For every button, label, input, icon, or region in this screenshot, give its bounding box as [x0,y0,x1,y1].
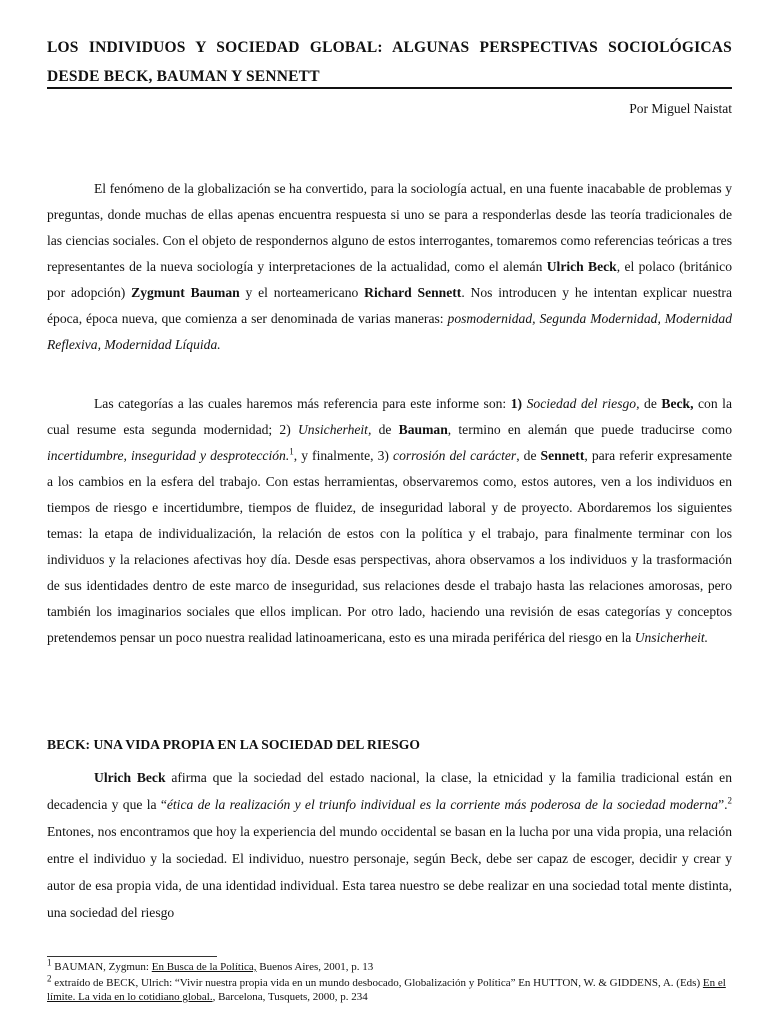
author-name-bauman: Zygmunt Bauman [131,285,240,300]
bold-run: Ulrich Beck [94,770,166,785]
paragraph-intro [47,176,732,358]
italic-terms: posmodernidad, Segunda Modernidad, Modernidad Reflexiva, Modernidad Líquida. [47,311,732,352]
text-run: , el polaco (británico por adopción) [47,259,733,300]
bold-run: Bauman [398,422,448,437]
text-run: con la cual resume esta segunda modernidad; 2) [47,396,732,437]
beck-section [47,764,732,926]
footnote-number: 1 [47,957,52,968]
paragraph-beck [47,764,732,926]
italic-run: Sociedad del riesgo, [522,396,640,411]
footnote-ref-2[interactable]: 2 [727,795,732,806]
footnote-1 [47,957,737,974]
text-run: , de [516,448,541,463]
author-line: Por Miguel Naistat [629,101,732,116]
intro-section [47,176,732,358]
footnote-number: 2 [47,973,52,984]
text-run: El fenómeno de la globalización se ha convertido, para la sociología actual, en una fuente inacabable de problemas y preguntas, donde muchas de ellas apenas encuentra respuesta si uno se para a responderlas desde las teoría tradicionales de las ciencias sociales. Con el objeto de respondernos alguno de estos interrogantes, tomaremos como referencias teóricas a tres representantes de la nueva sociología y interpretaciones de la actualidad, como el alemán [47,181,732,274]
text-run: de [371,422,399,437]
text-run: , para referir expresamente a los cambios en la esfera del trabajo. Con estas herramientas, observaremos como, estos autores, ven a los individuos en tiempos de riesgo e incertidumbre, tiempos de fluidez, de inseguridad laboral y de proyecto. Abordaremos los siguientes temas: la etapa de individualización, la relación de estos con la política y el trabajo, para finalmente terminar con los individuos y la relaciones afectivas hoy día. Desde esas perspectivas, ahora observamos a los individuos y la trasformación de sus identidades dentro de este marco de inseguridad, sus relaciones desde el trabajo hasta las relaciones amorosas, pero también los imaginarios sociales que ellos implican. Por otro lado, haciendo una revisión de esas categorías y conceptos pretendemos pensar un poco nuestra realidad latinoamericana, esto es una mirada periférica del riesgo en la [47,448,733,645]
categories-section [47,391,732,651]
footnote-separator [47,956,217,957]
italic-quote: ética de la realización y el triunfo individual es la corriente más poderosa de la sociedad moderna [166,797,719,812]
underlined-title: En el límite. La vida en lo cotidiano global. [47,977,726,1003]
author-name-beck: Ulrich Beck [546,259,617,274]
text-run: , y finalmente, 3) [293,448,394,463]
document-title: LOS INDIVIDUOS Y SOCIEDAD GLOBAL: ALGUNAS PERSPECTIVAS SOCIOLÓGICAS DESDE BECK, BAUMAN Y SENNETT [47,39,732,85]
text-run: Buenos Aires, 2001, p. 13 [256,961,374,973]
text-run: afirma que la sociedad del estado nacional, la clase, la etnicidad y la familia tradicional están en decadencia y que la “ [47,770,732,812]
text-run: extraído de BECK, Ulrich: “Vivir nuestra propia vida en un mundo desbocado, Globalización y Política” En HUTTON, W. & GIDDENS, A. (Eds) [51,977,703,989]
text-run: , Barcelona, Tusquets, 2000, p. 234 [212,991,368,1003]
underlined-title: En Busca de la Política, [151,961,257,973]
text-run: , termino en alemán que puede traducirse como [447,422,732,437]
author-name-sennett: Richard Sennett [364,285,462,300]
footnote-2 [47,973,737,1004]
text-run: de [639,396,662,411]
footnotes [47,957,737,1004]
text-run: BAUMAN, Zygmun: [51,961,152,973]
italic-run: incertidumbre, inseguridad y desprotección. [47,448,290,463]
italic-run: corrosión del carácter [393,448,517,463]
italic-run: Unsicherheit. [634,630,709,645]
text-run: Las categorías a las cuales haremos más referencia para este informe son: [94,396,511,411]
text-run: Entones, nos encontramos que hoy la experiencia del mundo occidental se basan en la lucha por una vida propia, una relación entre el individuo y la sociedad. El individuo, nuestro personaje, según Beck, debe ser capaz de escoger, decidir y crear y autor de esa propia vida, de una identidad individual. Esta tarea nuestro se debe realizar en una sociedad total mente distinta, una sociedad del riesgo [47,824,732,920]
italic-run: Unsicherheit, [297,422,372,437]
paragraph-categories [47,391,732,651]
section-heading: BECK: UNA VIDA PROPIA EN LA SOCIEDAD DEL RIESGO [47,737,420,752]
bold-run: 1) [510,396,523,411]
footnote-ref-1[interactable]: 1 [289,446,294,457]
text-run: ”. [718,797,728,812]
text-run: y el norteamericano [239,285,365,300]
bold-run: Sennett [540,448,585,463]
text-run: . Nos introducen y he intentan explicar nuestra época, época nueva, que comienza a ser denominada de varias maneras: [47,285,732,326]
title-rule [47,87,732,89]
bold-run: Beck, [661,396,694,411]
